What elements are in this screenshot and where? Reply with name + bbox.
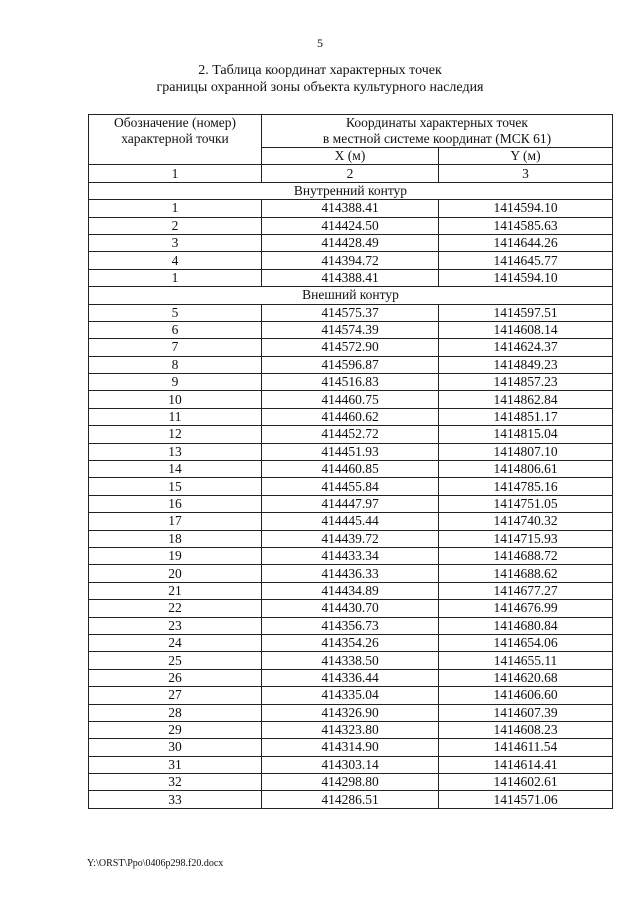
column-number-row bbox=[89, 165, 613, 182]
x-coordinate-cell: 414338.50 bbox=[262, 652, 439, 669]
table-row bbox=[89, 669, 613, 686]
point-number-cell: 12 bbox=[89, 426, 262, 443]
table-row bbox=[89, 217, 613, 234]
y-coordinate-cell: 1414594.10 bbox=[439, 200, 613, 217]
point-number-cell: 26 bbox=[89, 669, 262, 686]
x-coordinate-cell: 414356.73 bbox=[262, 617, 439, 634]
table-title bbox=[0, 62, 640, 96]
table-row bbox=[89, 495, 613, 512]
point-number-cell: 28 bbox=[89, 704, 262, 721]
point-number-cell: 6 bbox=[89, 321, 262, 338]
y-coordinate-cell: 1414680.84 bbox=[439, 617, 613, 634]
table-row bbox=[89, 391, 613, 408]
column-number-3: 3 bbox=[439, 165, 613, 182]
x-coordinate-cell: 414433.34 bbox=[262, 547, 439, 564]
header-coordinates-line-1: Координаты характерных точек bbox=[346, 115, 528, 130]
y-coordinate-cell: 1414608.14 bbox=[439, 321, 613, 338]
point-number-cell: 3 bbox=[89, 234, 262, 251]
x-coordinate-cell: 414424.50 bbox=[262, 217, 439, 234]
section-row bbox=[89, 287, 613, 304]
x-coordinate-cell: 414394.72 bbox=[262, 252, 439, 269]
point-number-cell: 5 bbox=[89, 304, 262, 321]
x-coordinate-cell: 414460.85 bbox=[262, 461, 439, 478]
header-row bbox=[89, 115, 613, 148]
y-coordinate-cell: 1414620.68 bbox=[439, 669, 613, 686]
point-number-cell: 20 bbox=[89, 565, 262, 582]
y-coordinate-cell: 1414751.05 bbox=[439, 495, 613, 512]
table-row bbox=[89, 200, 613, 217]
table-title-line-1: 2. Таблица координат характерных точек bbox=[198, 63, 442, 78]
y-coordinate-cell: 1414862.84 bbox=[439, 391, 613, 408]
header-point-designation-line-1: Обозначение (номер) bbox=[114, 115, 236, 130]
point-number-cell: 10 bbox=[89, 391, 262, 408]
coordinates-table-body bbox=[89, 115, 613, 809]
y-coordinate-cell: 1414607.39 bbox=[439, 704, 613, 721]
table-row bbox=[89, 617, 613, 634]
y-coordinate-cell: 1414851.17 bbox=[439, 408, 613, 425]
point-number-cell: 1 bbox=[89, 200, 262, 217]
table-row bbox=[89, 791, 613, 808]
table-row bbox=[89, 234, 613, 251]
table-row bbox=[89, 513, 613, 530]
point-number-cell: 30 bbox=[89, 739, 262, 756]
table-row bbox=[89, 426, 613, 443]
column-number-2: 2 bbox=[262, 165, 439, 182]
point-number-cell: 17 bbox=[89, 513, 262, 530]
table-row bbox=[89, 478, 613, 495]
table-row bbox=[89, 443, 613, 460]
x-coordinate-cell: 414436.33 bbox=[262, 565, 439, 582]
x-coordinate-cell: 414434.89 bbox=[262, 582, 439, 599]
point-number-cell: 31 bbox=[89, 756, 262, 773]
table-row bbox=[89, 652, 613, 669]
table-row bbox=[89, 461, 613, 478]
table-row bbox=[89, 687, 613, 704]
table-row bbox=[89, 704, 613, 721]
point-number-cell: 7 bbox=[89, 339, 262, 356]
x-coordinate-cell: 414447.97 bbox=[262, 495, 439, 512]
section-title: Внутренний контур bbox=[89, 182, 613, 199]
table-row bbox=[89, 721, 613, 738]
header-point-designation-line-2: характерной точки bbox=[121, 131, 229, 146]
y-coordinate-cell: 1414608.23 bbox=[439, 721, 613, 738]
header-y: Y (м) bbox=[439, 148, 613, 165]
point-number-cell: 23 bbox=[89, 617, 262, 634]
y-coordinate-cell: 1414815.04 bbox=[439, 426, 613, 443]
x-coordinate-cell: 414452.72 bbox=[262, 426, 439, 443]
footer-file-path: Y:\ORST\Ppo\0406p298.f20.docx bbox=[87, 858, 224, 869]
point-number-cell: 2 bbox=[89, 217, 262, 234]
table-row bbox=[89, 530, 613, 547]
point-number-cell: 13 bbox=[89, 443, 262, 460]
x-coordinate-cell: 414354.26 bbox=[262, 634, 439, 651]
y-coordinate-cell: 1414807.10 bbox=[439, 443, 613, 460]
x-coordinate-cell: 414445.44 bbox=[262, 513, 439, 530]
point-number-cell: 19 bbox=[89, 547, 262, 564]
y-coordinate-cell: 1414606.60 bbox=[439, 687, 613, 704]
y-coordinate-cell: 1414597.51 bbox=[439, 304, 613, 321]
y-coordinate-cell: 1414602.61 bbox=[439, 774, 613, 791]
page-number: 5 bbox=[317, 36, 323, 50]
x-coordinate-cell: 414326.90 bbox=[262, 704, 439, 721]
table-row bbox=[89, 547, 613, 564]
header-point-designation bbox=[89, 115, 262, 165]
table-row bbox=[89, 356, 613, 373]
point-number-cell: 16 bbox=[89, 495, 262, 512]
table-row bbox=[89, 565, 613, 582]
y-coordinate-cell: 1414654.06 bbox=[439, 634, 613, 651]
section-row bbox=[89, 182, 613, 199]
point-number-cell: 25 bbox=[89, 652, 262, 669]
y-coordinate-cell: 1414849.23 bbox=[439, 356, 613, 373]
x-coordinate-cell: 414439.72 bbox=[262, 530, 439, 547]
y-coordinate-cell: 1414785.16 bbox=[439, 478, 613, 495]
point-number-cell: 14 bbox=[89, 461, 262, 478]
coordinates-table bbox=[88, 114, 613, 809]
y-coordinate-cell: 1414571.06 bbox=[439, 791, 613, 808]
table-row bbox=[89, 634, 613, 651]
header-coordinates-line-2: в местной системе координат (МСК 61) bbox=[322, 131, 552, 146]
x-coordinate-cell: 414575.37 bbox=[262, 304, 439, 321]
y-coordinate-cell: 1414611.54 bbox=[439, 739, 613, 756]
point-number-cell: 11 bbox=[89, 408, 262, 425]
y-coordinate-cell: 1414806.61 bbox=[439, 461, 613, 478]
y-coordinate-cell: 1414655.11 bbox=[439, 652, 613, 669]
point-number-cell: 27 bbox=[89, 687, 262, 704]
y-coordinate-cell: 1414585.63 bbox=[439, 217, 613, 234]
y-coordinate-cell: 1414645.77 bbox=[439, 252, 613, 269]
point-number-cell: 24 bbox=[89, 634, 262, 651]
point-number-cell: 22 bbox=[89, 600, 262, 617]
y-coordinate-cell: 1414688.62 bbox=[439, 565, 613, 582]
table-row bbox=[89, 739, 613, 756]
x-coordinate-cell: 414572.90 bbox=[262, 339, 439, 356]
point-number-cell: 32 bbox=[89, 774, 262, 791]
table-row bbox=[89, 756, 613, 773]
point-number-cell: 4 bbox=[89, 252, 262, 269]
y-coordinate-cell: 1414677.27 bbox=[439, 582, 613, 599]
x-coordinate-cell: 414286.51 bbox=[262, 791, 439, 808]
x-coordinate-cell: 414323.80 bbox=[262, 721, 439, 738]
table-row bbox=[89, 374, 613, 391]
y-coordinate-cell: 1414614.41 bbox=[439, 756, 613, 773]
y-coordinate-cell: 1414594.10 bbox=[439, 269, 613, 286]
x-coordinate-cell: 414460.62 bbox=[262, 408, 439, 425]
y-coordinate-cell: 1414740.32 bbox=[439, 513, 613, 530]
table-row bbox=[89, 304, 613, 321]
x-coordinate-cell: 414388.41 bbox=[262, 269, 439, 286]
y-coordinate-cell: 1414715.93 bbox=[439, 530, 613, 547]
x-coordinate-cell: 414428.49 bbox=[262, 234, 439, 251]
x-coordinate-cell: 414335.04 bbox=[262, 687, 439, 704]
table-row bbox=[89, 600, 613, 617]
x-coordinate-cell: 414596.87 bbox=[262, 356, 439, 373]
table-title-line-2: границы охранной зоны объекта культурного наследия bbox=[156, 80, 484, 95]
point-number-cell: 29 bbox=[89, 721, 262, 738]
point-number-cell: 8 bbox=[89, 356, 262, 373]
point-number-cell: 33 bbox=[89, 791, 262, 808]
table-row bbox=[89, 269, 613, 286]
table-row bbox=[89, 339, 613, 356]
point-number-cell: 1 bbox=[89, 269, 262, 286]
y-coordinate-cell: 1414624.37 bbox=[439, 339, 613, 356]
header-x: X (м) bbox=[262, 148, 439, 165]
point-number-cell: 21 bbox=[89, 582, 262, 599]
y-coordinate-cell: 1414676.99 bbox=[439, 600, 613, 617]
x-coordinate-cell: 414455.84 bbox=[262, 478, 439, 495]
table-row bbox=[89, 252, 613, 269]
x-coordinate-cell: 414303.14 bbox=[262, 756, 439, 773]
table-row bbox=[89, 408, 613, 425]
table-row bbox=[89, 774, 613, 791]
x-coordinate-cell: 414298.80 bbox=[262, 774, 439, 791]
x-coordinate-cell: 414460.75 bbox=[262, 391, 439, 408]
x-coordinate-cell: 414336.44 bbox=[262, 669, 439, 686]
x-coordinate-cell: 414574.39 bbox=[262, 321, 439, 338]
table-row bbox=[89, 321, 613, 338]
header-coordinates bbox=[262, 115, 613, 148]
x-coordinate-cell: 414430.70 bbox=[262, 600, 439, 617]
column-number-1: 1 bbox=[89, 165, 262, 182]
x-coordinate-cell: 414516.83 bbox=[262, 374, 439, 391]
point-number-cell: 18 bbox=[89, 530, 262, 547]
y-coordinate-cell: 1414644.26 bbox=[439, 234, 613, 251]
point-number-cell: 9 bbox=[89, 374, 262, 391]
point-number-cell: 15 bbox=[89, 478, 262, 495]
x-coordinate-cell: 414314.90 bbox=[262, 739, 439, 756]
y-coordinate-cell: 1414688.72 bbox=[439, 547, 613, 564]
y-coordinate-cell: 1414857.23 bbox=[439, 374, 613, 391]
x-coordinate-cell: 414388.41 bbox=[262, 200, 439, 217]
x-coordinate-cell: 414451.93 bbox=[262, 443, 439, 460]
table-row bbox=[89, 582, 613, 599]
section-title: Внешний контур bbox=[89, 287, 613, 304]
